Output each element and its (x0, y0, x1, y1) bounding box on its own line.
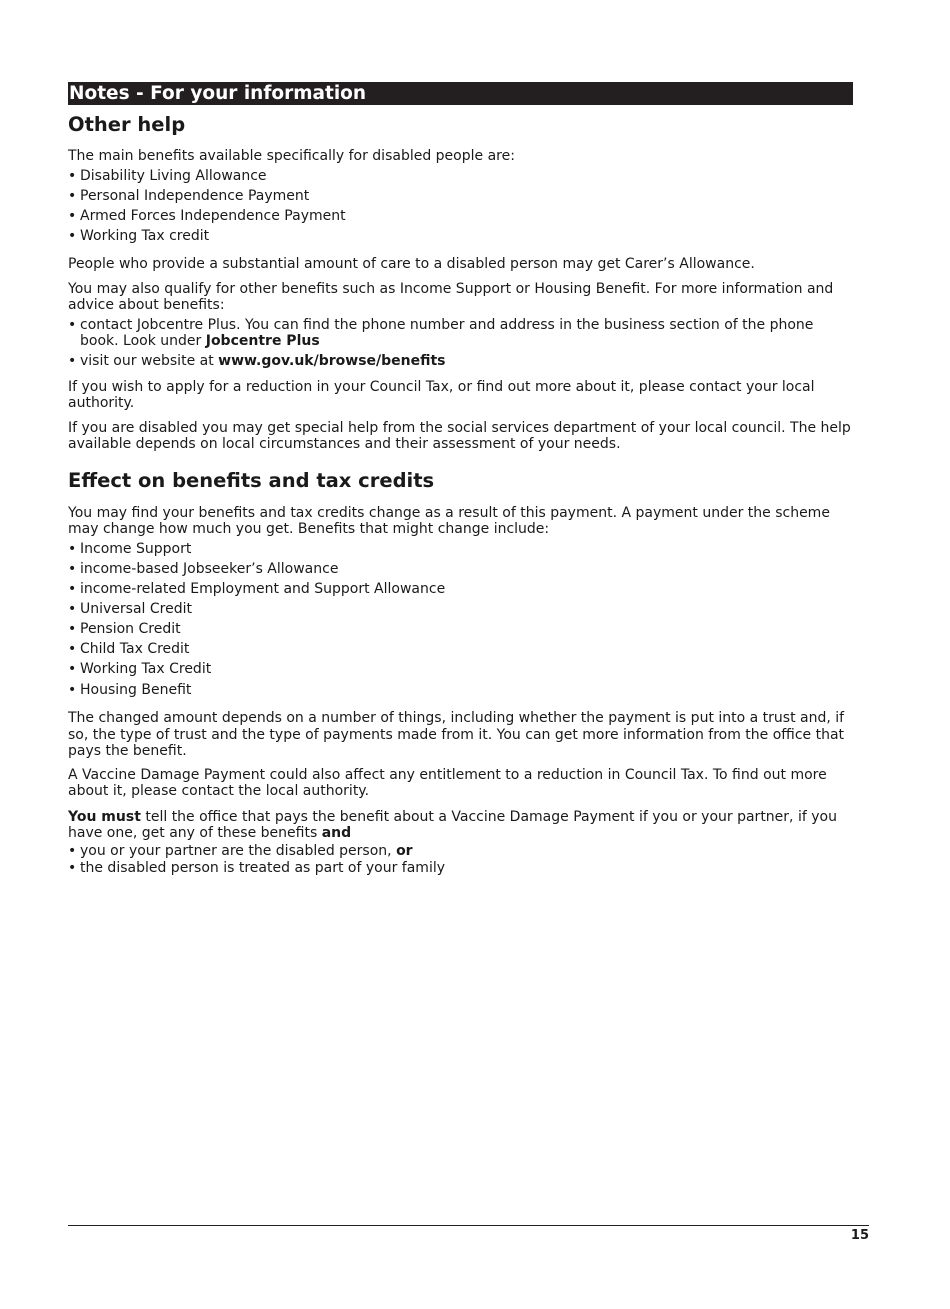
list-item-visit (68, 353, 853, 370)
footer-divider (68, 1225, 869, 1226)
affected-benefits-list (68, 541, 853, 698)
list-item: • Working Tax Credit (68, 661, 853, 678)
list-item-condition (68, 843, 853, 860)
other-help-intro: The main benefits available specifically for disabled people are: (68, 148, 515, 164)
contact-text: contact Jobcentre Plus. You can find the phone number and address in the business section of the phone book. Look under (80, 316, 814, 350)
qualify-paragraph: You may also qualify for other benefits such as Income Support or Housing Benefit. For more information and advice about benefits: (68, 280, 834, 314)
effect-intro: You may find your benefits and tax credits change as a result of this payment. A payment under the scheme may change how much you get. Benefits that might change include: (68, 504, 830, 538)
disability-benefits-list (68, 168, 853, 245)
council-tax-paragraph: If you wish to apply for a reduction in your Council Tax, or find out more about it, please contact your local authority. (68, 378, 815, 412)
list-item: • Universal Credit (68, 601, 853, 618)
carers-paragraph: People who provide a substantial amount of care to a disabled person may get Carer’s Allowance. (68, 256, 755, 273)
advice-list (68, 317, 853, 370)
visit-text: visit our website at (80, 353, 219, 370)
must-tell-text: tell the office that pays the benefit about a Vaccine Damage Payment if you or your partner, if you have one, get any of these benefits (68, 808, 837, 842)
list-item: • Child Tax Credit (68, 641, 853, 658)
list-item-condition: • the disabled person is treated as part of your family (68, 860, 853, 877)
social-services-paragraph: If you are disabled you may get special help from the social services department of your local council. The help available depends on local circumstances and their assessment of your needs. (68, 419, 851, 453)
list-item-contact (68, 317, 853, 350)
jobcentre-plus-label: Jobcentre Plus (205, 333, 320, 350)
page-number: 15 (850, 1228, 869, 1243)
list-item: • Working Tax credit (68, 228, 853, 245)
you-must-label: You must (68, 808, 141, 825)
list-item: • Disability Living Allowance (68, 168, 853, 185)
benefits-website-link[interactable]: www.gov.uk/browse/benefits (218, 353, 446, 370)
list-item: • Armed Forces Independence Payment (68, 208, 853, 225)
condition-text: you or your partner are the disabled person, (80, 842, 397, 859)
page-content (68, 82, 853, 877)
list-item: • Housing Benefit (68, 682, 853, 699)
or-label: or (396, 842, 413, 859)
vaccine-council-paragraph: A Vaccine Damage Payment could also affect any entitlement to a reduction in Council Tax. To find out more about it, please contact the local authority. (68, 766, 827, 800)
conditions-list (68, 843, 853, 877)
other-help-heading: Other help (68, 113, 186, 136)
list-item: • Pension Credit (68, 621, 853, 638)
list-item: • Income Support (68, 541, 853, 558)
list-item: • Personal Independence Payment (68, 188, 853, 205)
section-banner: Notes - For your information (68, 82, 853, 105)
must-tell-paragraph (68, 809, 853, 842)
effect-heading: Effect on benefits and tax credits (68, 468, 435, 492)
changed-amount-paragraph: The changed amount depends on a number of things, including whether the payment is put into a trust and, if so, the type of trust and the type of payments made from it. You can get more information from the office that pays the benefit. (68, 710, 845, 760)
and-label: and (321, 825, 352, 842)
list-item: • income-based Jobseeker’s Allowance (68, 561, 853, 578)
list-item: • income-related Employment and Support Allowance (68, 581, 853, 598)
